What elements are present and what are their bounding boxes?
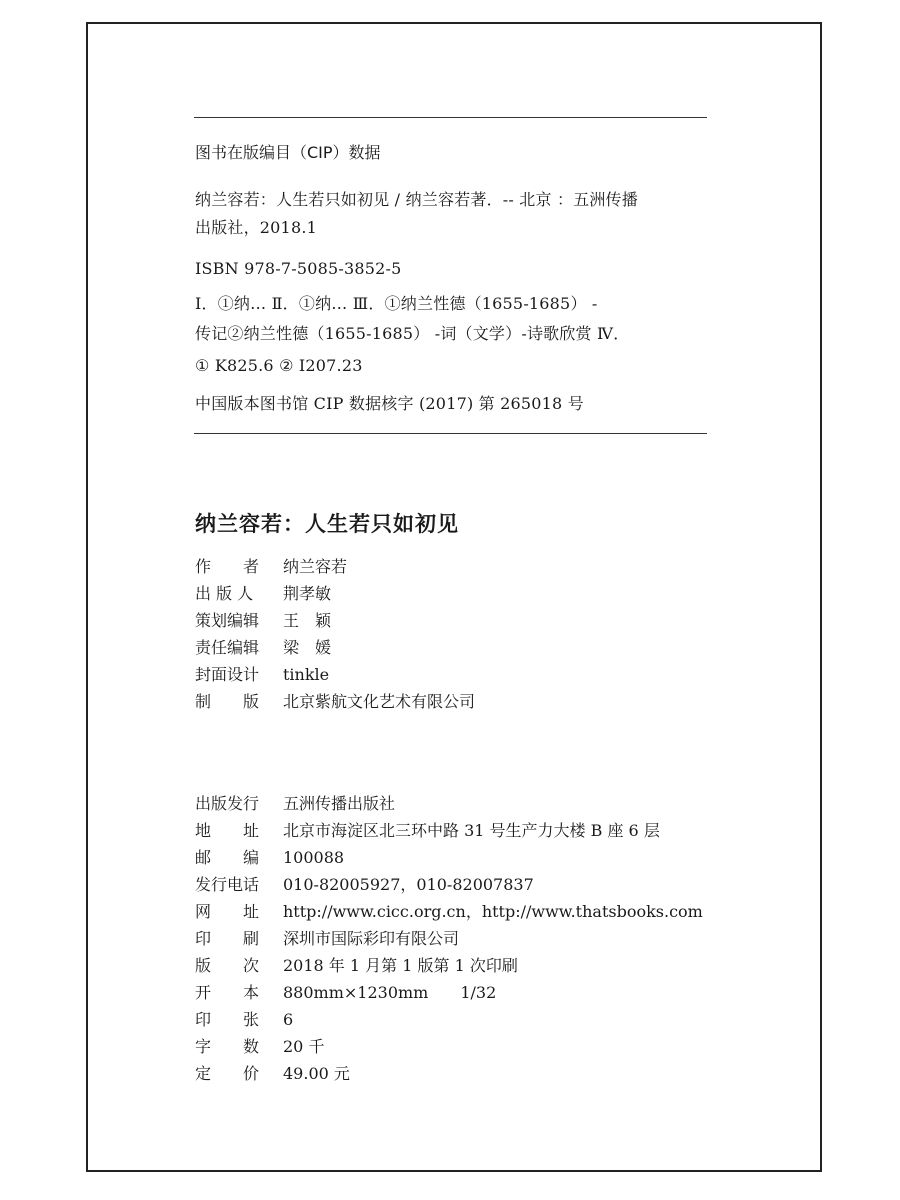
cip-publisher-line: 出版社，2018.1 [195,218,317,237]
publication-row [195,956,518,976]
credit-value: 荆孝敏 [283,584,332,603]
credit-row [195,665,329,685]
credit-label: 责任编辑 [195,638,260,657]
publication-value: 2018 年 1 月第 1 版第 1 次印刷 [283,956,518,975]
publication-row [195,821,660,841]
credit-row [195,638,331,658]
credit-value: 王 颖 [283,611,332,630]
cip-heading: 图书在版编目（CIP）数据 [195,143,381,162]
bottom-divider [194,433,707,434]
website-value: http://www.cicc.org.cn，http://www.thatsbooks.com [283,902,703,921]
publication-value: 100088 [283,848,345,867]
credit-label: 策划编辑 [195,611,260,630]
credit-row [195,584,331,604]
publication-label: 版 次 [195,956,260,975]
publication-row [195,1064,350,1084]
publication-row [195,875,534,895]
publication-row [195,1010,293,1030]
credit-value: tinkle [283,665,330,684]
book-title: 纳兰容若：人生若只如初见 [195,511,459,536]
credit-row [195,611,331,631]
credit-label: 制 版 [195,692,260,711]
cip-classification-line-2: 传记②纳兰性德（1655-1685） -词（文学）-诗歌欣赏 Ⅳ． [195,324,630,343]
cip-classification-line-1: Ⅰ．①纳… Ⅱ．①纳… Ⅲ．①纳兰性德（1655-1685） - [195,294,598,313]
publication-label: 邮 编 [195,848,260,867]
cip-classification-line-3: ① K825.6 ② I207.23 [195,356,363,375]
publication-row [195,794,395,814]
publication-value: 010-82005927，010-82007837 [283,875,534,894]
credit-value: 梁 媛 [283,638,332,657]
publication-value: 五洲传播出版社 [283,794,396,813]
cip-title-line: 纳兰容若：人生若只如初见 / 纳兰容若著．-- 北京 ：五洲传播 [195,190,638,209]
publication-row [195,983,496,1003]
credit-row [195,692,475,712]
publication-value: 北京市海淀区北三环中路 31 号生产力大楼 B 座 6 层 [283,821,660,840]
publication-label: 地 址 [195,821,260,840]
publication-row [195,929,459,949]
publication-value: 深圳市国际彩印有限公司 [283,929,460,948]
publication-value: 880mm×1230mm 1/32 [283,983,497,1002]
publication-value: 20 千 [283,1037,325,1056]
publication-label: 出版发行 [195,794,260,813]
cip-record-number: 中国版本图书馆 CIP 数据核字 (2017) 第 265018 号 [195,394,584,413]
credit-label: 封面设计 [195,665,260,684]
cip-isbn: ISBN 978-7-5085-3852-5 [195,259,402,278]
credit-value: 北京紫航文化艺术有限公司 [283,692,476,711]
credit-value: 纳兰容若 [283,557,348,576]
publication-row [195,848,344,868]
publication-label: 发行电话 [195,875,260,894]
publication-row [195,1037,324,1057]
publication-label: 印 张 [195,1010,260,1029]
price-value: 49.00 元 [283,1064,350,1083]
credit-label: 出 版 人 [195,584,254,603]
publication-label: 印 刷 [195,929,260,948]
publication-label: 开 本 [195,983,260,1002]
credit-label: 作 者 [195,557,260,576]
publication-value: 6 [283,1010,294,1029]
credit-row [195,557,347,577]
publication-row [195,902,703,922]
publication-label: 字 数 [195,1037,260,1056]
top-divider [194,117,707,118]
publication-label: 网 址 [195,902,260,921]
publication-label: 定 价 [195,1064,260,1083]
